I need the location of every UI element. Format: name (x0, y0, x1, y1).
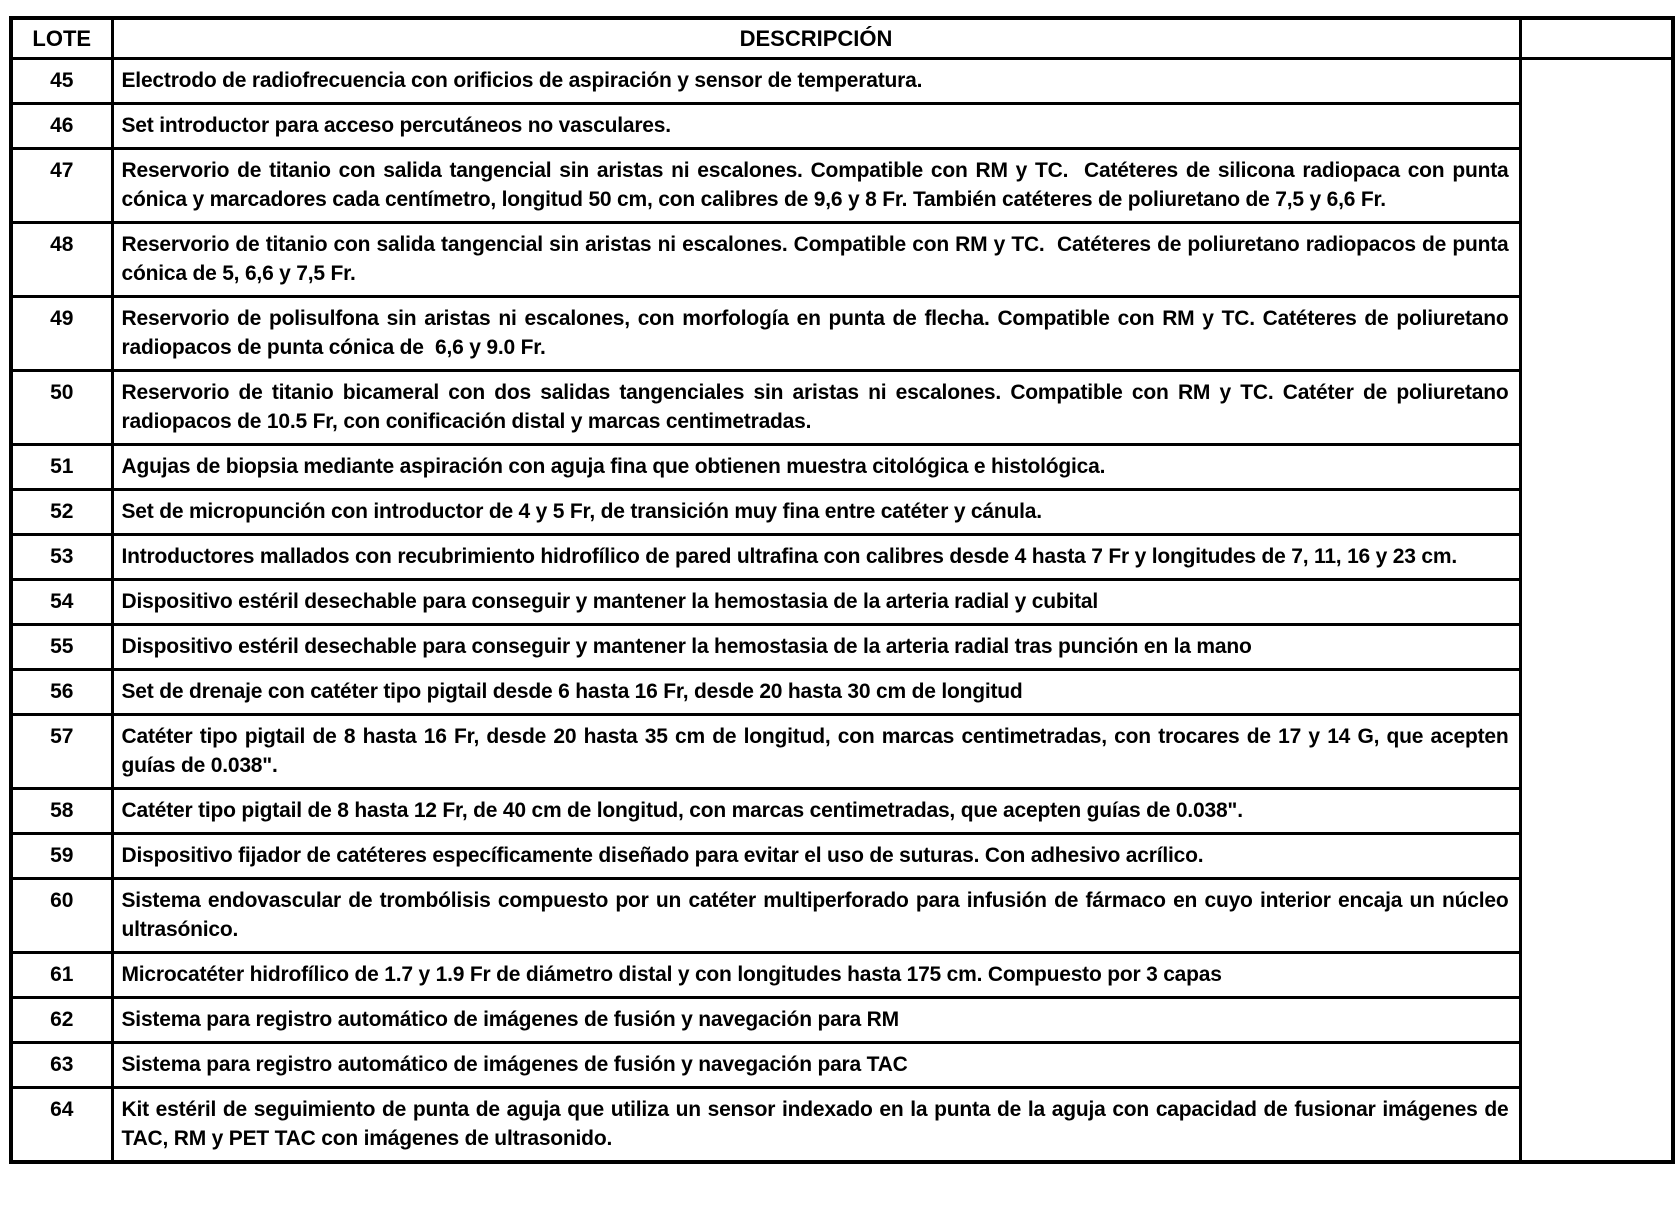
table-row (11, 149, 1673, 223)
lote-number: 50 (11, 371, 112, 445)
table-row (11, 445, 1673, 490)
lote-description: Set de micropunción con introductor de 4 y 5 Fr, de transición muy fina entre catéter y cánula. (112, 490, 1520, 535)
table-row (11, 580, 1673, 625)
col-header-lote: LOTE (11, 18, 112, 59)
table-row (11, 1043, 1673, 1088)
table-row (11, 371, 1673, 445)
table-row (11, 670, 1673, 715)
document-page (9, 16, 1671, 1164)
table-row (11, 490, 1673, 535)
table-row (11, 223, 1673, 297)
lote-description: Electrodo de radiofrecuencia con orificios de aspiración y sensor de temperatura. (112, 59, 1520, 104)
lote-description: Reservorio de titanio con salida tangencial sin aristas ni escalones. Compatible con RM y TC. Catéteres de silicona radiopaca con punta cónica y marcadores cada centímetro, longitud 50 cm, con calibres de 9,6 y 8 Fr. También catéteres de poliuretano de 7,5 y 6,6 Fr. (112, 149, 1520, 223)
lotes-table (9, 16, 1675, 1164)
lote-number: 49 (11, 297, 112, 371)
lote-description: Agujas de biopsia mediante aspiración con aguja fina que obtienen muestra citológica e histológica. (112, 445, 1520, 490)
lote-number: 48 (11, 223, 112, 297)
table-row (11, 715, 1673, 789)
lote-number: 55 (11, 625, 112, 670)
lote-description: Kit estéril de seguimiento de punta de aguja que utiliza un sensor indexado en la punta de la aguja con capacidad de fusionar imágenes de TAC, RM y PET TAC con imágenes de ultrasonido. (112, 1088, 1520, 1163)
lote-description: Dispositivo estéril desechable para conseguir y mantener la hemostasia de la arteria radial y cubital (112, 580, 1520, 625)
table-row (11, 789, 1673, 834)
lote-description: Sistema para registro automático de imágenes de fusión y navegación para RM (112, 998, 1520, 1043)
lote-description: Reservorio de polisulfona sin aristas ni escalones, con morfología en punta de flecha. Compatible con RM y TC. Catéteres de poliuretano radiopacos de punta cónica de 6,6 y 9.0 Fr. (112, 297, 1520, 371)
table-row (11, 953, 1673, 998)
lote-number: 51 (11, 445, 112, 490)
lote-number: 56 (11, 670, 112, 715)
lote-number: 63 (11, 1043, 112, 1088)
table-row (11, 625, 1673, 670)
col-header-extra (1520, 18, 1673, 59)
lote-description: Reservorio de titanio bicameral con dos salidas tangenciales sin aristas ni escalones. Compatible con RM y TC. Catéter de poliuretano radiopacos de 10.5 Fr, con conificación distal y marcas centimetradas. (112, 371, 1520, 445)
table-row (11, 834, 1673, 879)
table-header (11, 18, 1673, 59)
lote-description: Reservorio de titanio con salida tangencial sin aristas ni escalones. Compatible con RM y TC. Catéteres de poliuretano radiopacos de punta cónica de 5, 6,6 y 7,5 Fr. (112, 223, 1520, 297)
table-row (11, 1088, 1673, 1163)
lote-number: 52 (11, 490, 112, 535)
lote-number: 46 (11, 104, 112, 149)
lote-description: Introductores mallados con recubrimiento hidrofílico de pared ultrafina con calibres desde 4 hasta 7 Fr y longitudes de 7, 11, 16 y 23 cm. (112, 535, 1520, 580)
table-row (11, 59, 1673, 104)
lote-number: 54 (11, 580, 112, 625)
lote-number: 60 (11, 879, 112, 953)
lote-number: 61 (11, 953, 112, 998)
lote-description: Set de drenaje con catéter tipo pigtail desde 6 hasta 16 Fr, desde 20 hasta 30 cm de longitud (112, 670, 1520, 715)
lote-number: 53 (11, 535, 112, 580)
table-body (11, 59, 1673, 1163)
lote-number: 62 (11, 998, 112, 1043)
lote-number: 47 (11, 149, 112, 223)
lote-description: Dispositivo estéril desechable para conseguir y mantener la hemostasia de la arteria radial tras punción en la mano (112, 625, 1520, 670)
lote-description: Catéter tipo pigtail de 8 hasta 12 Fr, de 40 cm de longitud, con marcas centimetradas, que acepten guías de 0.038". (112, 789, 1520, 834)
table-row (11, 998, 1673, 1043)
col-header-descripcion: DESCRIPCIÓN (112, 18, 1520, 59)
lote-description: Microcatéter hidrofílico de 1.7 y 1.9 Fr de diámetro distal y con longitudes hasta 175 cm. Compuesto por 3 capas (112, 953, 1520, 998)
empty-right-column-cell (1520, 59, 1673, 1163)
lote-number: 57 (11, 715, 112, 789)
table-row (11, 104, 1673, 149)
header-row (11, 18, 1673, 59)
lote-description: Sistema endovascular de trombólisis compuesto por un catéter multiperforado para infusión de fármaco en cuyo interior encaja un núcleo ultrasónico. (112, 879, 1520, 953)
lote-number: 58 (11, 789, 112, 834)
lote-description: Sistema para registro automático de imágenes de fusión y navegación para TAC (112, 1043, 1520, 1088)
lote-description: Dispositivo fijador de catéteres específicamente diseñado para evitar el uso de suturas. Con adhesivo acrílico. (112, 834, 1520, 879)
lote-description: Catéter tipo pigtail de 8 hasta 16 Fr, desde 20 hasta 35 cm de longitud, con marcas centimetradas, con trocares de 17 y 14 G, que acepten guías de 0.038". (112, 715, 1520, 789)
lote-description: Set introductor para acceso percutáneos no vasculares. (112, 104, 1520, 149)
lote-number: 64 (11, 1088, 112, 1163)
table-row (11, 879, 1673, 953)
lote-number: 59 (11, 834, 112, 879)
lote-number: 45 (11, 59, 112, 104)
table-row (11, 535, 1673, 580)
table-row (11, 297, 1673, 371)
